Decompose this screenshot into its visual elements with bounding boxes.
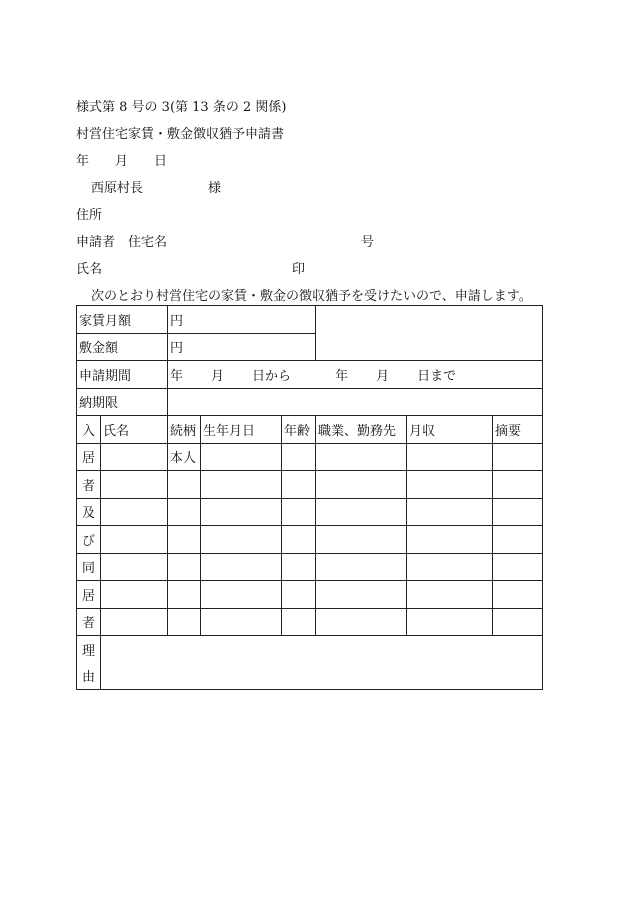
application-table	[76, 305, 543, 690]
period-to-year: 年	[335, 368, 349, 384]
form-number: 様式第 8 号の 3(第 13 条の 2 関係)	[76, 100, 287, 115]
name-label: 氏名	[76, 262, 103, 277]
resident-age-field[interactable]	[282, 553, 316, 581]
resident-occupation-field[interactable]	[316, 443, 407, 471]
resident-name-field[interactable]	[101, 471, 168, 499]
residents-label-char: 者	[77, 608, 101, 636]
resident-birthdate-field[interactable]	[201, 608, 282, 636]
resident-birthdate-field[interactable]	[201, 526, 282, 554]
residents-label-char: 居	[77, 443, 101, 471]
residents-header-row	[77, 416, 543, 444]
rent-row	[77, 306, 543, 334]
deadline-row	[77, 388, 543, 416]
resident-relation-field[interactable]	[168, 553, 201, 581]
resident-birthdate-field[interactable]	[201, 443, 282, 471]
resident-name-field[interactable]	[101, 553, 168, 581]
resident-occupation-field[interactable]	[316, 553, 407, 581]
resident-remarks-field[interactable]	[493, 498, 543, 526]
period-from-month: 月	[211, 368, 225, 384]
resident-row	[77, 498, 543, 526]
resident-income-field[interactable]	[407, 553, 493, 581]
period-label: 申請期間	[77, 361, 168, 389]
reason-label-char: 理	[77, 636, 101, 663]
rent-unit: 円	[170, 313, 184, 329]
period-from-year: 年	[170, 368, 184, 384]
form-title: 村営住宅家賃・敷金徴収猶予申請書	[76, 127, 285, 142]
resident-age-field[interactable]	[282, 608, 316, 636]
deadline-label: 納期限	[77, 388, 168, 416]
resident-birthdate-field[interactable]	[201, 471, 282, 499]
col-relation: 続柄	[168, 416, 201, 444]
resident-row	[77, 608, 543, 636]
residents-label-char: 者	[77, 471, 101, 499]
resident-birthdate-field[interactable]	[201, 498, 282, 526]
resident-row	[77, 443, 543, 471]
resident-age-field[interactable]	[282, 498, 316, 526]
resident-relation-field[interactable]	[168, 581, 201, 609]
reason-label-char: 由	[77, 663, 101, 690]
resident-name-field[interactable]	[101, 443, 168, 471]
intro-text: 次のとおり村営住宅の家賃・敷金の徴収猶予を受けたいので、申請します。	[91, 289, 532, 304]
resident-name-field[interactable]	[101, 498, 168, 526]
resident-occupation-field[interactable]	[316, 608, 407, 636]
resident-birthdate-field[interactable]	[201, 553, 282, 581]
reason-row	[77, 636, 543, 663]
applicant-housing-label: 申請者 住宅名	[76, 235, 168, 250]
period-to-day: 日まで	[417, 368, 457, 384]
resident-income-field[interactable]	[407, 608, 493, 636]
resident-row	[77, 581, 543, 609]
period-from-day: 日から	[252, 368, 292, 384]
col-age: 年齢	[282, 416, 316, 444]
col-income: 月収	[407, 416, 493, 444]
resident-relation-field[interactable]	[168, 526, 201, 554]
resident-remarks-field[interactable]	[493, 443, 543, 471]
residents-label-char: 及	[77, 498, 101, 526]
resident-age-field[interactable]	[282, 526, 316, 554]
col-occupation: 職業、勤務先	[316, 416, 407, 444]
deadline-field[interactable]	[168, 388, 543, 416]
resident-relation: 本人	[168, 443, 201, 471]
resident-occupation-field[interactable]	[316, 526, 407, 554]
resident-age-field[interactable]	[282, 581, 316, 609]
resident-occupation-field[interactable]	[316, 498, 407, 526]
rent-label: 家賃月額	[77, 306, 168, 334]
seal-label: 印	[292, 262, 306, 277]
resident-income-field[interactable]	[407, 526, 493, 554]
resident-remarks-field[interactable]	[493, 526, 543, 554]
resident-birthdate-field[interactable]	[201, 581, 282, 609]
resident-income-field[interactable]	[407, 581, 493, 609]
deposit-label: 敷金額	[77, 333, 168, 361]
resident-remarks-field[interactable]	[493, 608, 543, 636]
residents-label-char: 居	[77, 581, 101, 609]
resident-name-field[interactable]	[101, 526, 168, 554]
resident-name-field[interactable]	[101, 608, 168, 636]
col-birthdate: 生年月日	[201, 416, 282, 444]
resident-remarks-field[interactable]	[493, 553, 543, 581]
housing-number-label: 号	[361, 235, 375, 250]
addressee: 西原村長 様	[91, 181, 222, 196]
resident-row	[77, 471, 543, 499]
address-label: 住所	[76, 208, 103, 223]
reason-field[interactable]	[101, 636, 543, 690]
col-name: 氏名	[101, 416, 168, 444]
resident-remarks-field[interactable]	[493, 581, 543, 609]
period-to-month: 月	[376, 368, 390, 384]
resident-relation-field[interactable]	[168, 471, 201, 499]
rent-value-field[interactable]	[168, 306, 316, 334]
residents-label-char: 入	[77, 416, 101, 444]
period-field[interactable]	[168, 361, 543, 389]
resident-income-field[interactable]	[407, 498, 493, 526]
deposit-value-field[interactable]	[168, 333, 316, 361]
col-remarks: 摘要	[493, 416, 543, 444]
resident-age-field[interactable]	[282, 471, 316, 499]
period-row	[77, 361, 543, 389]
resident-occupation-field[interactable]	[316, 581, 407, 609]
resident-row	[77, 526, 543, 554]
resident-income-field[interactable]	[407, 471, 493, 499]
resident-relation-field[interactable]	[168, 498, 201, 526]
residents-label-char: び	[77, 526, 101, 554]
resident-relation-field[interactable]	[168, 608, 201, 636]
resident-income-field[interactable]	[407, 443, 493, 471]
resident-row	[77, 553, 543, 581]
resident-name-field[interactable]	[101, 581, 168, 609]
residents-label-char: 同	[77, 553, 101, 581]
resident-age-field[interactable]	[282, 443, 316, 471]
resident-remarks-field[interactable]	[493, 471, 543, 499]
resident-occupation-field[interactable]	[316, 471, 407, 499]
deposit-unit: 円	[170, 341, 184, 357]
rent-deposit-blank	[316, 306, 543, 361]
date-line: 年 月 日	[76, 154, 168, 169]
